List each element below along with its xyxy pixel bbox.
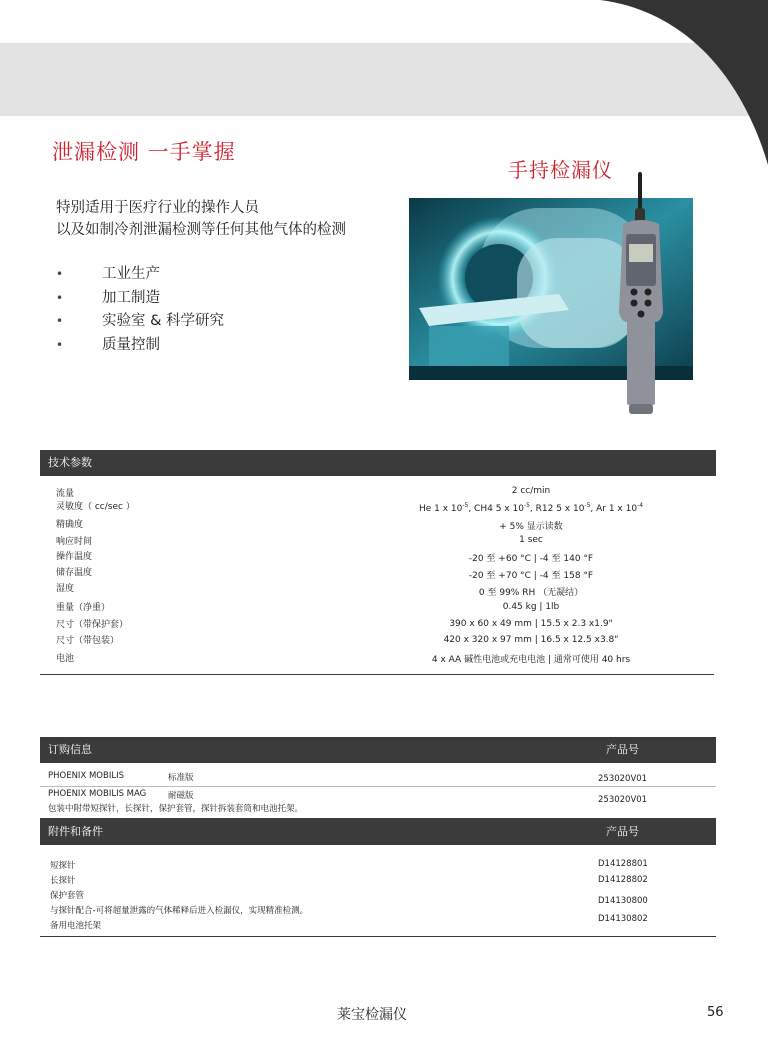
- order-item-code: 253020V01: [598, 774, 648, 784]
- list-item: • 实验室 & 科学研究: [56, 313, 225, 329]
- list-item: • 质量控制: [56, 336, 160, 353]
- spec-row: [56, 633, 696, 648]
- spec-label: 操作温度: [56, 552, 93, 562]
- bullet-marker: •: [56, 267, 64, 281]
- accessory-name: 保护套管: [50, 891, 85, 901]
- order-row-divider: [40, 786, 716, 787]
- spec-label: 尺寸（带保护套）: [56, 620, 129, 630]
- application-list: [56, 264, 224, 358]
- ordering-title: 订购信息: [48, 743, 92, 756]
- intro-line-1: 特别适用于医疗行业的操作人员: [56, 200, 259, 216]
- accessory-code: D14130800: [598, 896, 648, 906]
- spec-label: 响应时间: [56, 537, 93, 547]
- spec-label: 储存温度: [56, 568, 93, 578]
- corner-swoosh: [560, 0, 768, 170]
- spec-row: [56, 600, 696, 615]
- order-package-note: 包装中附带短探针，长探针，保护套管，探针拆装套筒和电池托架。: [48, 804, 304, 814]
- accessories-bottom-rule: [40, 936, 716, 937]
- accessory-name: 备用电池托架: [50, 921, 102, 931]
- order-item-edition: 耐磁版: [168, 791, 194, 801]
- ordering-header-bar: [40, 737, 716, 763]
- spec-row: [56, 549, 696, 564]
- spec-row: [56, 651, 696, 666]
- specs-bottom-rule: [40, 674, 714, 675]
- accessory-name: 短探针: [50, 861, 76, 871]
- spec-label: 流量: [56, 489, 75, 499]
- order-item-name: PHOENIX MOBILIS MAG: [48, 789, 147, 799]
- spec-row: [56, 581, 696, 596]
- spec-row: [56, 517, 696, 532]
- list-item: • 工业生产: [56, 266, 160, 282]
- spec-row: [56, 565, 696, 580]
- order-item-name: PHOENIX MOBILIS: [48, 771, 124, 781]
- list-item: • 加工制造: [56, 289, 160, 306]
- headline: 泄漏检测 一手掌握: [52, 140, 236, 164]
- spec-label: 灵敏度（ cc/sec ）: [56, 502, 135, 512]
- accessory-code: D14128801: [598, 859, 648, 869]
- ordering-product-no-header: 产品号: [606, 743, 639, 756]
- page-number: 56: [707, 1005, 724, 1020]
- spec-value: -20 至 +60 °C | -4 至 140 °F: [468, 554, 594, 564]
- accessories-header-bar: [40, 818, 716, 845]
- spec-value: 390 x 60 x 49 mm | 15.5 x 2.3 x1.9": [449, 619, 613, 629]
- bullet-marker: •: [56, 290, 64, 305]
- bullet-marker: •: [56, 314, 64, 328]
- spec-value: 0.45 kg | 1lb: [502, 602, 560, 612]
- accessory-code: D14128802: [598, 875, 648, 885]
- spec-value: He 1 x $10^{-5}$, CH4 5 x $10^{-5}$, R12 5 x $10^{-5}$, Ar 1 x $10^{-4}$: [418, 502, 644, 514]
- spec-label: 尺寸（带包装）: [56, 636, 120, 646]
- spec-label: 湿度: [56, 584, 75, 594]
- bullet-marker: •: [56, 337, 64, 352]
- footer-title: 莱宝检漏仪: [337, 1007, 407, 1023]
- specs-header-bar: [40, 450, 716, 476]
- order-item-edition: 标准版: [168, 773, 194, 783]
- accessories-title: 附件和备件: [48, 825, 103, 838]
- spec-row: [56, 534, 696, 549]
- product-title: 手持检漏仪: [508, 158, 613, 182]
- intro-line-2: 以及如制冷剂泄漏检测等任何其他气体的检测: [56, 222, 346, 238]
- handheld-leak-detector-photo: [615, 172, 667, 420]
- specs-title: 技术参数: [48, 456, 92, 469]
- spec-label: 精确度: [56, 520, 84, 530]
- spec-value: 0 至 99% RH （无凝结）: [478, 588, 584, 598]
- spec-value: + 5% 显示读数: [499, 522, 563, 532]
- spec-value: 1 sec: [519, 535, 543, 545]
- accessory-name: 长探针: [50, 876, 76, 886]
- spec-row: [56, 499, 696, 514]
- spec-row: [56, 617, 696, 632]
- spec-label: 重量（净重）: [56, 603, 111, 613]
- spec-label: 电池: [56, 654, 75, 664]
- accessory-note: 与探针配合-可将超量泄露的气体稀释后进入检漏仪，实现精准检测。: [50, 906, 309, 916]
- spec-value: 4 x AA 碱性电池或充电电池 | 通常可使用 40 hrs: [431, 655, 631, 665]
- order-item-code: 253020V01: [598, 795, 648, 805]
- spec-value: 420 x 320 x 97 mm | 16.5 x 12.5 x3.8": [443, 635, 619, 645]
- spec-value: 2 cc/min: [511, 486, 551, 496]
- accessory-code: D14130802: [598, 914, 648, 924]
- spec-value: -20 至 +70 °C | -4 至 158 °F: [468, 571, 594, 581]
- accessories-product-no-header: 产品号: [606, 825, 639, 838]
